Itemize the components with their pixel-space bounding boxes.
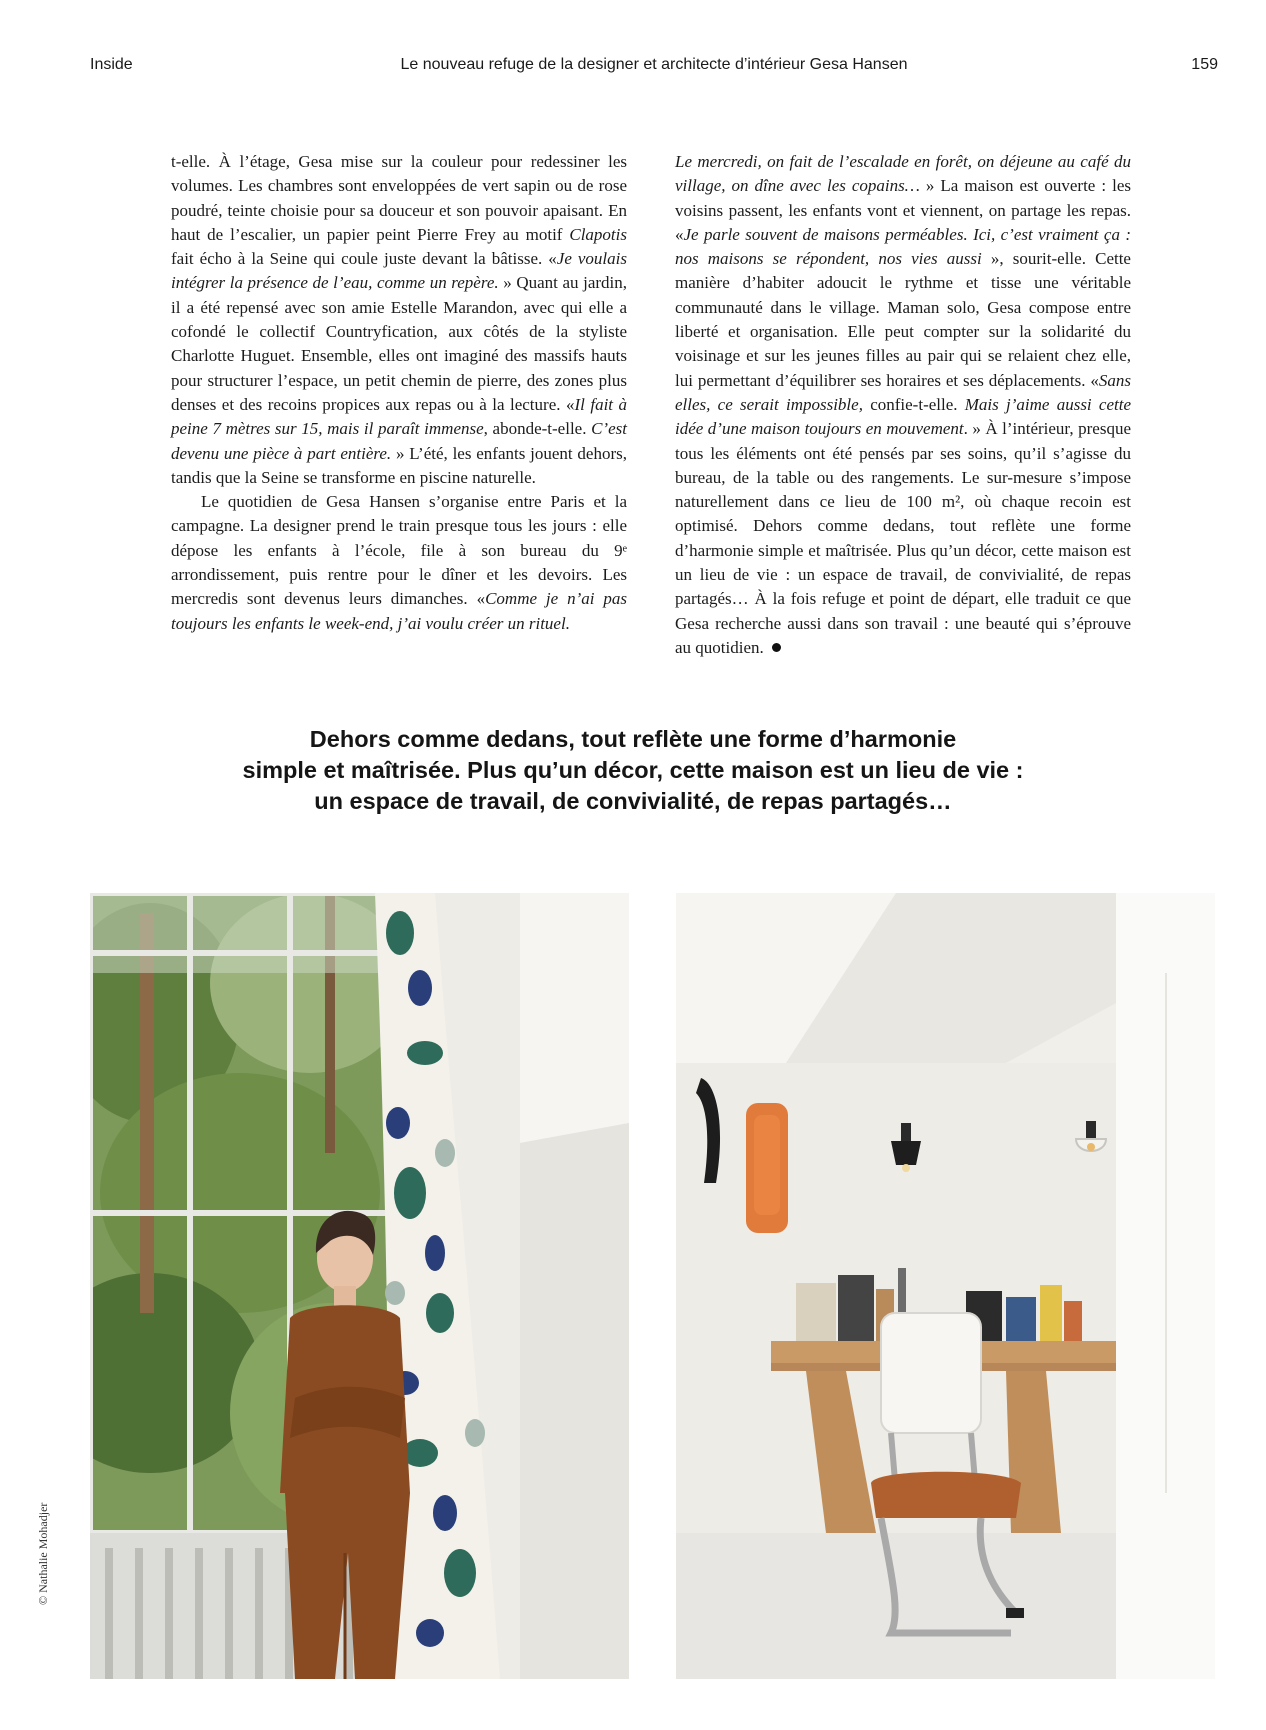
pull-quote-line: un espace de travail, de convivialité, de repas partagés…: [314, 788, 952, 814]
paragraph: [171, 490, 627, 636]
photo-credit: © Nathalie Mohadjer: [36, 1502, 50, 1605]
italic-run: Le mercredi, on fait de l’escalade en forêt, on déjeune au café du village, on dîne avec les copains…: [675, 152, 1131, 196]
photo-portrait-illustration: [90, 893, 629, 1679]
text-column-right: [675, 150, 1131, 660]
text-run: fait écho à la Seine qui coule juste devant la bâtisse. «: [171, 249, 557, 269]
text-run: », sourit-elle. Cette manière d’habiter adoucit le rythme et tisse une véritable communauté dans le village. Maman solo, Gesa compose entre liberté et organisation. Elle peut compter sur la solidarité du voisinage et sur les jeunes filles au pair qui se relaient chez elle, lui permettant d’équilibrer ses horaires et ses déplacements. «: [675, 249, 1131, 390]
article-running-title: Le nouveau refuge de la designer et architecte d’intérieur Gesa Hansen: [400, 56, 908, 73]
photo-desk-nook: [676, 893, 1215, 1679]
pull-quote: [180, 724, 1086, 817]
italic-run: Je parle souvent de maisons perméables. Ici, c’est vraiment ça : nos maisons se répondent, nos vies aussi: [675, 224, 1131, 269]
text-run: . » À l’intérieur, presque tous les éléments ont été pensés par ses soins, qu’il s’agisse du bureau, de la table ou des rangements. Le sur-mesure s’impose naturellement dans ce lieu de 100 m², où chaque recoin est optimisé. Dehors comme dedans, tout reflète une forme d’harmonie simple et maîtrisée. Plus qu’un décor, cette maison est un lieu de vie : un espace de travail, de convivialité, de repas partagés… À la fois refuge et point de départ, elle traduit ce que Gesa recherche aussi dans son travail : une beauté qui s’éprouve au quotidien.: [675, 419, 1131, 657]
text-run: Le quotidien de Gesa Hansen s’organise entre Paris et la campagne. La designer prend le train presque tous les jours : elle dépose les enfants à l’école, file à son bureau du 9ᵉ arrondissement, puis rentre pour le dîner et les devoirs. Les mercredis sont devenus leurs dimanches. «: [171, 492, 627, 609]
text-run: » Quant au jardin, il a été repensé avec son amie Estelle Marandon, avec qui elle a cofondé le collectif Countryfication, aux côtés de la styliste Charlotte Huguet. Ensemble, elles ont imaginé des massifs hauts pour structurer l’espace, un petit chemin de pierre, des zones plus denses et des recoins propices aux repas ou à la lecture. «: [171, 273, 627, 414]
section-label: Inside: [90, 56, 133, 73]
text-run: confie-t-elle.: [862, 394, 965, 414]
text-run: , abonde-t-elle.: [483, 419, 592, 439]
italic-run: Mais j’aime aussi cette idée d’une maison toujours en mouvement: [675, 394, 1131, 439]
paragraph: [675, 150, 1131, 660]
italic-run: Clapotis: [569, 224, 627, 244]
page-number: 159: [1191, 56, 1218, 73]
italic-run: Comme je n’ai pas toujours les enfants le week-end, j’ai voulu créer un rituel.: [171, 589, 627, 633]
text-column-left: [171, 150, 627, 636]
text-run: » La maison est ouverte : les voisins passent, les enfants vont et viennent, on partage les repas. «: [675, 176, 1131, 244]
italic-run: Il fait à peine 7 mètres sur 15, mais il paraît immense: [171, 394, 628, 439]
text-run: t-elle. À l’étage, Gesa mise sur la couleur pour redessiner les volumes. Les chambres sont enveloppées de vert sapin ou de rose poudré, teinte choisie pour sa douceur et son pouvoir apaisant. En haut de l’escalier, un papier peint Pierre Frey au motif: [171, 152, 627, 244]
text-run: » L’été, les enfants jouent dehors, tandis que la Seine se transforme en piscine naturelle.: [171, 443, 627, 487]
end-of-article-mark: [772, 643, 781, 652]
italic-run: Sans elles, ce serait impossible,: [675, 370, 1131, 414]
photo-portrait-window: [90, 893, 629, 1679]
pull-quote-line: simple et maîtrisée. Plus qu’un décor, cette maison est un lieu de vie :: [242, 757, 1024, 783]
photo-desk-illustration: [676, 893, 1215, 1679]
italic-run: C’est devenu une pièce à part entière.: [171, 419, 627, 463]
italic-run: Je voulais intégrer la présence de l’eau, comme un repère.: [171, 249, 627, 293]
pull-quote-line: Dehors comme dedans, tout reflète une forme d’harmonie: [309, 726, 957, 752]
running-header: [90, 56, 1218, 78]
paragraph: [171, 150, 627, 490]
